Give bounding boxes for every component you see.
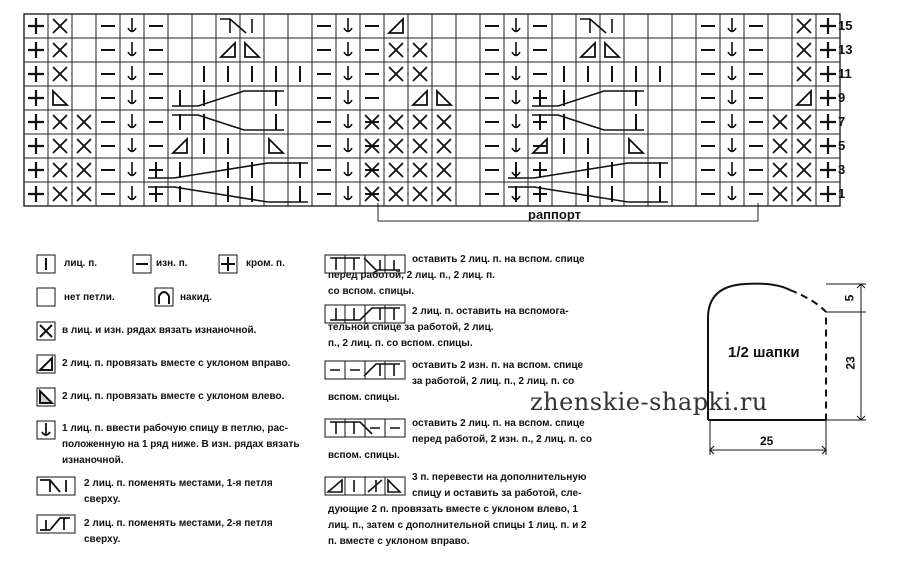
x-stitch-mark — [797, 163, 811, 177]
row-number-3: 3 — [838, 162, 846, 177]
legend-cable2-2: тельной спице за работой, 2 лиц. — [328, 322, 494, 333]
arrow-stitch-mark — [128, 162, 136, 176]
x-stitch-mark — [77, 187, 91, 201]
arrow-stitch-mark — [128, 18, 136, 32]
arrow-stitch-mark — [344, 114, 352, 128]
swap-second-top-icon — [36, 514, 78, 534]
arrow-stitch-mark — [344, 18, 352, 32]
cable-decrease-icon — [324, 476, 408, 496]
legend-cable5-5: п. вместе с уклоном вправо. — [328, 536, 470, 547]
edge-stitch-mark — [820, 42, 836, 58]
x-stitch-mark — [797, 43, 811, 57]
x-stitch-mark — [389, 139, 403, 153]
arrow-stitch-mark — [512, 18, 520, 32]
arrow-stitch-mark — [728, 138, 736, 152]
legend-arrow-3: изнаночной. — [62, 455, 124, 466]
swap-mark — [580, 19, 612, 33]
edge-stitch-mark — [820, 66, 836, 82]
legend-cable3-3: вспом. спицы. — [328, 392, 400, 403]
k2tog-right-mark — [389, 19, 403, 33]
x-stitch-mark — [797, 115, 811, 129]
arrow-stitch-mark — [344, 42, 352, 56]
arrow-stitch-mark — [512, 114, 520, 128]
edge-stitch-mark — [820, 138, 836, 154]
arrow-stitch-mark — [344, 162, 352, 176]
arrow-stitch-mark — [344, 90, 352, 104]
arrow-stitch-mark — [728, 162, 736, 176]
x-stitch-icon — [36, 321, 58, 341]
legend-knit: лиц. п. — [64, 258, 98, 269]
chart-grid — [24, 14, 840, 206]
no-stitch-icon — [36, 287, 58, 307]
x-stitch-mark — [77, 115, 91, 129]
x-stitch-mark — [389, 187, 403, 201]
legend-edge: кром. п. — [246, 258, 285, 269]
x-stitch-mark — [389, 67, 403, 81]
hat-schematic — [708, 284, 866, 455]
k2tog-right-mark — [581, 43, 595, 57]
x-stitch-mark — [53, 19, 67, 33]
row-number-7: 7 — [838, 114, 846, 129]
yarn-over-icon — [154, 287, 176, 307]
x-stitch-mark — [437, 187, 451, 201]
legend-arrow-2: положенную на 1 ряд ниже. В изн. рядах вязать — [62, 439, 300, 450]
legend-arrow-1: 1 лиц. п. ввести рабочую спицу в петлю, рас- — [62, 423, 288, 434]
k2tog-left-mark — [437, 91, 451, 105]
x-stitch-mark — [53, 187, 67, 201]
legend-cable4-2: перед работой, 2 изн. п., 2 лиц. п. со — [412, 434, 592, 445]
x-stitch-mark — [77, 163, 91, 177]
legend-cable4-1: оставить 2 лиц. п. на вспом. спице — [412, 418, 585, 429]
edge-stitch-mark — [28, 42, 44, 58]
legend-k2tog-right: 2 лиц. п. провязать вместе с уклоном вправо. — [62, 358, 291, 369]
arrow-stitch-mark — [728, 42, 736, 56]
x-stitch-mark — [53, 163, 67, 177]
cable-purl-back-icon — [324, 360, 408, 380]
legend-cable5-4: лиц. п., затем с дополнительной спицы 1 лиц. п. и 2 — [328, 520, 587, 531]
edge-stitch-mark — [820, 114, 836, 130]
arrow-stitch-icon — [36, 420, 58, 440]
arrow-stitch-mark — [512, 138, 520, 152]
legend-no-stitch: нет петли. — [64, 292, 115, 303]
cable-mark — [532, 115, 644, 130]
legend-cable5-2: спицу и оставить за работой, сле- — [412, 488, 582, 499]
x-stitch-mark — [797, 67, 811, 81]
arrow-stitch-mark — [728, 66, 736, 80]
knit-icon — [36, 254, 58, 274]
x-stitch-mark — [389, 115, 403, 129]
arrow-stitch-mark — [728, 186, 736, 200]
arrow-stitch-mark — [128, 138, 136, 152]
legend-swap2-1: 2 лиц. п. поменять местами, 2-я петля — [84, 518, 273, 529]
legend-cable2-3: п., 2 лиц. п. со вспом. спицы. — [328, 338, 473, 349]
k2tog-left-mark — [53, 91, 67, 105]
purl-icon — [132, 254, 154, 274]
x-stitch-mark — [413, 187, 427, 201]
x-stitch-mark — [53, 67, 67, 81]
watermark-text: zhenskie-shapki.ru — [530, 388, 768, 416]
edge-stitch-mark — [28, 114, 44, 130]
half-hat-label: 1/2 шапки — [728, 344, 800, 361]
k2tog-right-mark — [173, 139, 187, 153]
legend-swap1-2: сверху. — [84, 494, 121, 505]
x-stitch-mark — [797, 187, 811, 201]
row-number-13: 13 — [838, 42, 853, 57]
x-stitch-mark — [797, 19, 811, 33]
x-stitch-mark — [413, 163, 427, 177]
edge-stitch-mark — [28, 138, 44, 154]
row-number-1: 1 — [838, 186, 846, 201]
arrow-stitch-mark — [128, 90, 136, 104]
edge-stitch-mark — [28, 90, 44, 106]
legend-yarn-over: накид. — [180, 292, 212, 303]
x-stitch-mark — [437, 115, 451, 129]
x-stitch-mark — [437, 163, 451, 177]
legend-swap2-2: сверху. — [84, 534, 121, 545]
cable-mark — [172, 91, 284, 106]
x-stitch-mark — [53, 43, 67, 57]
legend-cable2-1: 2 лиц. п. оставить на вспомога- — [412, 306, 569, 317]
legend-cable1-1: оставить 2 лиц. п. на вспом. спице — [412, 254, 585, 265]
k2tog-right-mark — [413, 91, 427, 105]
arrow-stitch-mark — [728, 18, 736, 32]
cable-mark — [532, 91, 644, 106]
legend-x-stitch: в лиц. и изн. рядах вязать изнаночной. — [62, 325, 257, 336]
swap-mark — [220, 19, 252, 33]
width-dimension: 25 — [760, 434, 774, 448]
cable-purl-front-icon — [324, 418, 408, 438]
legend-cable1-3: со вспом. спицы. — [328, 286, 415, 297]
x-stitch-mark — [413, 139, 427, 153]
arrow-stitch-mark — [128, 186, 136, 200]
k2tog-left-icon — [36, 387, 58, 407]
x-stitch-mark — [413, 115, 427, 129]
legend-cable1-2: перед работой, 2 лиц. п., 2 лиц. п. — [328, 270, 495, 281]
arrow-stitch-mark — [344, 138, 352, 152]
row-number-9: 9 — [838, 90, 846, 105]
row-number-15: 15 — [838, 18, 853, 33]
k2tog-right-icon — [36, 354, 58, 374]
k2tog-left-mark — [245, 43, 259, 57]
arrow-stitch-mark — [728, 90, 736, 104]
arrow-stitch-mark — [728, 114, 736, 128]
x-stitch-mark — [773, 115, 787, 129]
x-stitch-mark — [389, 43, 403, 57]
legend-purl: изн. п. — [156, 258, 188, 269]
edge-stitch-mark — [820, 90, 836, 106]
arrow-stitch-mark — [128, 66, 136, 80]
k2tog-right-mark — [797, 91, 811, 105]
edge-stitch-mark — [28, 66, 44, 82]
legend-cable5-3: дующие 2 п. провязать вместе с уклоном влево, 1 — [328, 504, 578, 515]
edge-stitch-mark — [28, 186, 44, 202]
legend-k2tog-left: 2 лиц. п. провязать вместе с уклоном влево. — [62, 391, 285, 402]
swap-first-top-icon — [36, 476, 78, 496]
edge-stitch-icon — [218, 254, 240, 274]
row-number-5: 5 — [838, 138, 846, 153]
arrow-stitch-mark — [512, 42, 520, 56]
x-stitch-mark — [773, 187, 787, 201]
cable-mark — [172, 115, 284, 130]
legend-swap1-1: 2 лиц. п. поменять местами, 1-я петля — [84, 478, 273, 489]
edge-stitch-mark — [820, 162, 836, 178]
height-dimension: 23 — [843, 356, 858, 370]
x-stitch-mark — [413, 43, 427, 57]
x-stitch-mark — [797, 139, 811, 153]
arrow-stitch-mark — [128, 42, 136, 56]
x-stitch-mark — [773, 163, 787, 177]
k2tog-left-mark — [269, 139, 283, 153]
row-number-11: 11 — [838, 66, 852, 81]
edge-stitch-mark — [28, 18, 44, 34]
arrow-stitch-mark — [512, 66, 520, 80]
k2tog-left-mark — [605, 43, 619, 57]
x-stitch-mark — [77, 139, 91, 153]
legend-cable4-3: вспом. спицы. — [328, 450, 400, 461]
k2tog-right-mark — [221, 43, 235, 57]
arrow-stitch-mark — [512, 90, 520, 104]
edge-stitch-mark — [820, 186, 836, 202]
x-stitch-mark — [53, 115, 67, 129]
rapport-label: раппорт — [528, 207, 581, 222]
crown-dimension: 5 — [842, 294, 857, 302]
arrow-stitch-mark — [344, 66, 352, 80]
x-stitch-mark — [773, 139, 787, 153]
x-stitch-mark — [53, 139, 67, 153]
arrow-stitch-mark — [128, 114, 136, 128]
x-stitch-mark — [389, 163, 403, 177]
edge-stitch-mark — [28, 162, 44, 178]
legend-cable5-1: 3 п. перевести на дополнительную — [412, 472, 587, 483]
legend-cable3-1: оставить 2 изн. п. на вспом. спице — [412, 360, 584, 371]
arrow-stitch-mark — [344, 186, 352, 200]
x-stitch-mark — [437, 139, 451, 153]
k2tog-left-mark — [629, 139, 643, 153]
x-stitch-mark — [413, 67, 427, 81]
edge-stitch-mark — [820, 18, 836, 34]
legend-cable3-2: за работой, 2 лиц. п., 2 лиц. п. со — [412, 376, 575, 387]
